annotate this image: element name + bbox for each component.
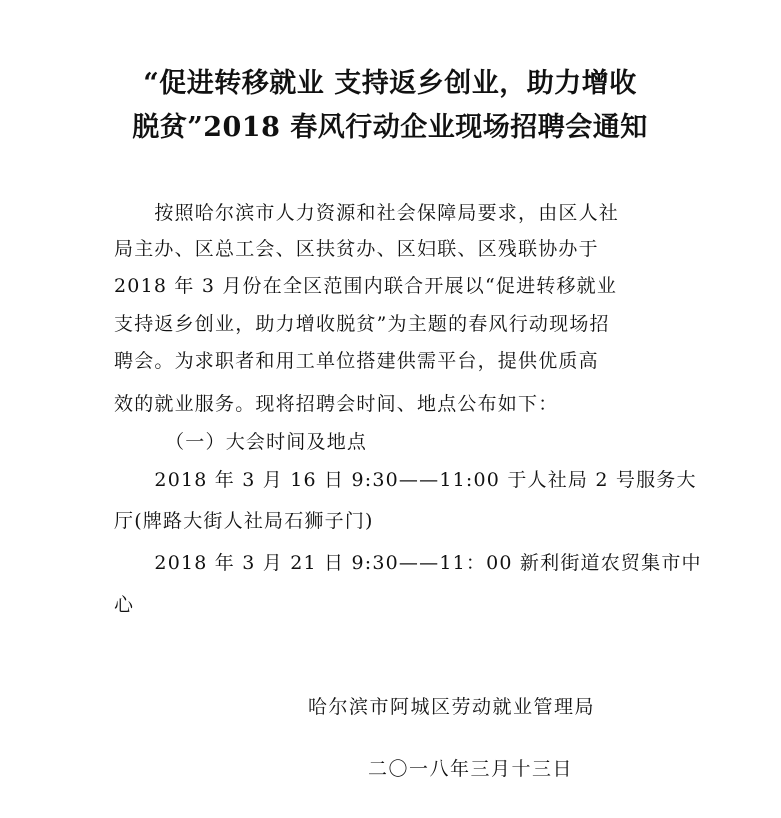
event-1-line-2: 厅(牌路大街人社局石狮子门) [114, 510, 374, 532]
body-line-5: 聘会。为求职者和用工单位搭建供需平台，提供优质高 [114, 350, 599, 372]
body-line-3: 2018 年 3 月份在全区范围内联合开展以“促进转移就业 [114, 275, 618, 297]
body-line-6: 效的就业服务。现将招聘会时间、地点公布如下： [114, 393, 559, 415]
event-1-line-1: 2018 年 3 月 16 日 9:30——11:00 于人社局 2 号服务大 [114, 469, 697, 491]
notice-title-line-2: 脱贫”2018 春风行动企业现场招聘会通知 [132, 112, 648, 143]
event-2-line-2: 心 [114, 594, 135, 616]
section-heading-time-place: （一）大会时间及地点 [114, 431, 368, 453]
event-2-line-1: 2018 年 3 月 21 日 9:30——11：00 新利街道农贸集市中 [114, 552, 702, 574]
issue-date: 二〇一八年三月十三日 [368, 758, 574, 780]
notice-title-line-1: “促进转移就业 支持返乡创业，助力增收 [143, 68, 637, 99]
issuer-signature: 哈尔滨市阿城区劳动就业管理局 [308, 696, 596, 718]
body-line-2: 局主办、区总工会、区扶贫办、区妇联、区残联协办于 [114, 238, 599, 260]
body-line-4: 支持返乡创业，助力增收脱贫”为主题的春风行动现场招 [114, 313, 610, 335]
body-line-1: 按照哈尔滨市人力资源和社会保障局要求，由区人社 [114, 202, 620, 224]
